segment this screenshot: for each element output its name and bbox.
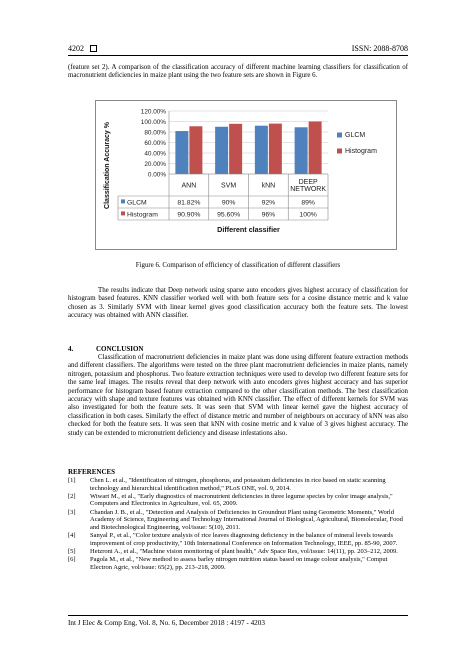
reference-number: [2]	[68, 492, 76, 500]
series-key-swatch	[121, 199, 125, 203]
reference-item	[68, 556, 410, 571]
reference-item	[68, 509, 410, 532]
category-label: ANN	[181, 182, 197, 190]
x-axis-title: Different classifier	[217, 225, 280, 234]
intro-paragraph: (feature set 2). A comparison of the classification accuracy of different machine learning classifiers for classification of macronutrient deficiencies in maize plant using the two feature sets are shown in Figure 6.	[68, 64, 408, 80]
reference-number: [3]	[68, 508, 76, 516]
results-paragraph: The results indicate that Deep network using sparse auto encoders gives highest accuracy of classification for histogram based features. KNN classifier worked well with both feature sets for a cosine distance metric and k value chosen as 3. Similarly SVM with linear kernel gives good classification accuracy both the feature sets. The lowest accuracy was obtained with ANN classifier.	[68, 287, 408, 320]
conclusion-heading	[68, 345, 143, 353]
bar-chart	[96, 101, 396, 249]
reference-text: Chen L. et al., "Identification of nitrogen, phosphorus, and potassium deficiencies in rice based on static scanning technology and hierarchical identification method," PLoS ONE, vol. 9, 2014.	[90, 477, 386, 492]
bar-glcm-3	[295, 127, 308, 174]
bar-histogram-3	[309, 122, 322, 175]
bar-histogram-1	[229, 124, 242, 174]
legend-swatch	[337, 133, 342, 138]
references-list	[68, 477, 410, 572]
reference-text: Chandan J. B., et al., "Detection and Analysis of Deficiencies in Groundnut Plant using Geometric Moments," World Academy of Science, Engineering and Technology International Journal of Biological, Agricultural, Biomolecular, Food and Biotechnological Engineering, vol/issue: 5(10), 2011.	[90, 508, 403, 531]
square-bullet-icon	[90, 45, 97, 52]
running-footer: Int J Elec & Comp Eng, Vol. 8, No. 6, December 2018 : 4197 - 4203	[68, 619, 265, 627]
reference-item	[68, 532, 410, 547]
data-label: 89%	[301, 199, 315, 207]
bar-glcm-2	[255, 126, 268, 174]
bar-histogram-2	[269, 124, 282, 174]
data-label: 81.82%	[177, 199, 201, 207]
page-number: 4202	[68, 44, 84, 53]
category-label: DEEP	[298, 178, 318, 186]
reference-item	[68, 477, 410, 492]
y-tick-label: 100.00%	[140, 118, 166, 126]
reference-text: Sanyal P., et al., "Color texture analysis of rice leaves diagnosing deficiency in the balance of mineral levels towards improvement of crop productivity," 10th International Conference on Information Technology, IEEE, pp. 85-90, 2007.	[90, 531, 398, 547]
data-label: 90.90%	[177, 211, 201, 219]
y-tick-label: 80.00%	[144, 129, 166, 137]
figure-caption: Figure 6. Comparison of efficiency of classification of different classifiers	[135, 262, 341, 269]
references-heading: REFERENCES	[68, 468, 116, 476]
reference-item	[68, 493, 410, 508]
y-tick-label: 60.00%	[144, 139, 166, 147]
reference-item	[68, 548, 410, 556]
conclusion-paragraph: Classification of macronutrient deficiencies in maize plant was done using different feature extraction methods and different classifiers. The algorithms were tested on the three plant macronutrient deficiencies in maize plants, namely nitrogen, potassium and phosphorus. Two feature extraction techniques were used to develop two different feature sets for the same leaf images. The results reveal that deep network with auto encoders gives highest accuracy and has superior performance for histogram based feature extraction compared to the other classification methods. The best classification accuracy with shape and texture features was obtained with KNN classifier. The effect of different kernels for SVM was also investigated for both the feature sets. It was seen that SVM with linear kernel gave the highest accuracy of classification in both cases. Similarly the effect of distance metric and number of neighbours on accuracy of kNN was also checked for both the feature sets. It was seen that kNN with cosine metric and k value of 3 gives highest accuracy. The study can be extended to micronutrient deficiency and disease infestations also.	[68, 354, 408, 437]
data-label: 92%	[261, 199, 276, 207]
y-tick-label: 0.00%	[147, 171, 166, 179]
y-tick-label: 40.00%	[144, 150, 166, 158]
reference-number: [4]	[68, 531, 76, 539]
series-row-label: Histogram	[127, 211, 158, 219]
bar-glcm-0	[175, 131, 188, 174]
legend-label: GLCM	[345, 132, 366, 139]
category-label: NETWORK	[290, 186, 327, 194]
reference-number: [5]	[68, 547, 76, 555]
y-tick-label: 120.00%	[140, 108, 166, 116]
figure-6	[95, 100, 397, 250]
reference-number: [1]	[68, 477, 76, 484]
running-header-left	[68, 44, 97, 53]
data-label: 100%	[299, 211, 317, 219]
reference-text: Pagola M., et al., "New method to assess barley nitrogen nutrition status based on image colour analysis," Comput Electron Agric, vol/issue: 65(2), pp. 213–218, 2009.	[90, 555, 388, 571]
reference-text: Wiwart M., et al., "Early diagnostics of macronutrient deficiencies in three legume species by color image analysis," Computers and Electronics in Agriculture, vol. 65, 2009.	[90, 492, 393, 508]
bar-glcm-1	[215, 127, 228, 174]
data-label: 90%	[221, 199, 236, 207]
reference-number: [6]	[68, 555, 76, 563]
section-title: CONCLUSION	[96, 345, 144, 353]
category-label: kNN	[261, 182, 276, 190]
data-label: 95.60%	[217, 211, 241, 219]
issn-label: ISSN: 2088-8708	[351, 44, 408, 53]
y-tick-label: 20.00%	[144, 160, 166, 168]
series-row-label: GLCM	[127, 199, 147, 207]
footer-divider	[68, 615, 408, 616]
header-divider	[68, 55, 408, 56]
y-axis-title: Classification Accuracy %	[104, 122, 111, 209]
reference-text: Hetzroni A., et al., "Machine vision monitoring of plant health," Adv Space Res, vol/issue: 14(11), pp. 203–212, 2009.	[90, 547, 398, 555]
bar-histogram-0	[189, 126, 202, 174]
category-label: SVM	[221, 182, 237, 190]
series-key-swatch	[121, 211, 125, 215]
legend-label: Histogram	[345, 148, 377, 155]
section-number: 4.	[68, 345, 74, 353]
data-label: 96%	[261, 211, 276, 219]
legend-swatch	[337, 149, 342, 154]
